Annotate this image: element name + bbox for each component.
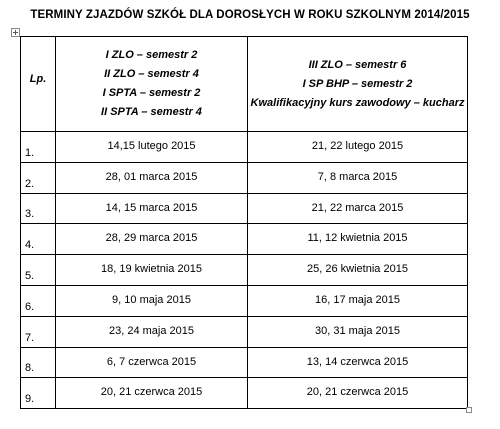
- document-title: TERMINY ZJAZDÓW SZKÓŁ DLA DOROSŁYCH W ROKU SZKOLNYM 2014/2015: [30, 9, 470, 21]
- row-number: 7.: [21, 316, 56, 347]
- table-row: [21, 255, 468, 286]
- group-a-date: 28, 01 marca 2015: [56, 162, 248, 193]
- group-a-date: 20, 21 czerwca 2015: [56, 378, 248, 409]
- row-number: 1.: [21, 132, 56, 163]
- row-number: 4.: [21, 224, 56, 255]
- table-header-row: [21, 37, 468, 132]
- group-b-date: 30, 31 maja 2015: [248, 316, 468, 347]
- header-group-a-line: II ZLO – semestr 4: [104, 68, 199, 80]
- table-row: [21, 224, 468, 255]
- table-row: [21, 378, 468, 409]
- group-a-date: 28, 29 marca 2015: [56, 224, 248, 255]
- header-group-b-line: Kwalifikacyjny kurs zawodowy – kucharz: [250, 96, 465, 109]
- group-b-date: 21, 22 lutego 2015: [248, 132, 468, 163]
- group-b-date: 25, 26 kwietnia 2015: [248, 255, 468, 286]
- row-number: 3.: [21, 193, 56, 224]
- row-number: 5.: [21, 255, 56, 286]
- header-group-a-line: I SPTA – semestr 2: [102, 87, 201, 99]
- group-a-date: 9, 10 maja 2015: [56, 285, 248, 316]
- row-number: 2.: [21, 162, 56, 193]
- group-b-date: 11, 12 kwietnia 2015: [248, 224, 468, 255]
- group-a-date: 6, 7 czerwca 2015: [56, 347, 248, 378]
- group-b-date: 16, 17 maja 2015: [248, 285, 468, 316]
- header-group-b: [248, 37, 468, 132]
- header-group-b-line: III ZLO – semestr 6: [308, 58, 407, 71]
- header-group-a-line: II SPTA – semestr 4: [101, 106, 202, 118]
- group-a-date: 14,15 lutego 2015: [56, 132, 248, 163]
- table-move-handle-icon[interactable]: [11, 28, 20, 37]
- row-number: 8.: [21, 347, 56, 378]
- group-b-date: 21, 22 marca 2015: [248, 193, 468, 224]
- table-row: [21, 162, 468, 193]
- header-lp: Lp.: [21, 37, 56, 132]
- table-row: [21, 132, 468, 163]
- table-row: [21, 285, 468, 316]
- group-b-date: 7, 8 marca 2015: [248, 162, 468, 193]
- row-number: 9.: [21, 378, 56, 409]
- row-number: 6.: [21, 285, 56, 316]
- group-a-date: 23, 24 maja 2015: [56, 316, 248, 347]
- table-row: [21, 193, 468, 224]
- group-b-date: 13, 14 czerwca 2015: [248, 347, 468, 378]
- header-group-b-line: I SP BHP – semestr 2: [302, 77, 413, 90]
- table-row: [21, 347, 468, 378]
- table-row: [21, 316, 468, 347]
- group-a-date: 18, 19 kwietnia 2015: [56, 255, 248, 286]
- header-group-a-line: I ZLO – semestr 2: [105, 49, 198, 61]
- group-b-date: 20, 21 czerwca 2015: [248, 378, 468, 409]
- group-a-date: 14, 15 marca 2015: [56, 193, 248, 224]
- schedule-table: [20, 36, 468, 409]
- header-group-a: [56, 37, 248, 132]
- table-resize-handle-icon[interactable]: [466, 407, 472, 413]
